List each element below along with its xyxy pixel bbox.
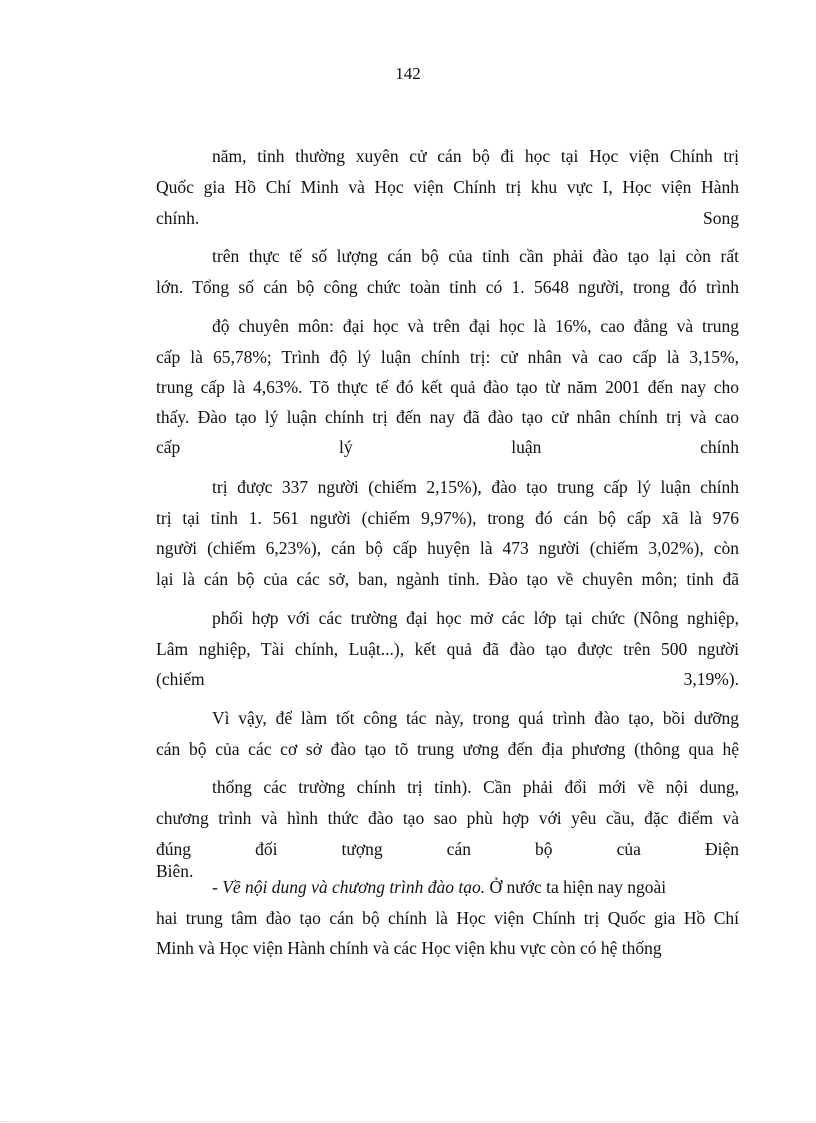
text-line: cấp là 65,78%; Trình độ lý luận chính trị: cử nhân và cao cấp là 3,15%,: [156, 347, 739, 367]
text-line: Quốc gia Hồ Chí Minh và Học viện Chính trị khu vực I, Học viện Hành: [156, 177, 739, 197]
text-line: đúng đối tượng cán bộ của Điện Biên.: [156, 839, 739, 881]
text-line: Lâm nghiệp, Tài chính, Luật...), kết quả đã đào tạo được trên 500 người: [156, 639, 739, 659]
text-line: người (chiếm 6,23%), cán bộ cấp huyện là 473 người (chiếm 3,02%), còn: [156, 538, 739, 558]
text-line-heading: [212, 876, 739, 898]
text-line: phối hợp với các trường đại học mở các lớp tại chức (Nông nghiệp,: [212, 608, 739, 628]
page-number: 142: [395, 64, 421, 83]
text-line: độ chuyên môn: đại học và trên đại học là 16%, cao đẳng và trung: [212, 316, 739, 336]
text-line: Song: [703, 208, 739, 228]
text-line: Minh và Học viện Hành chính và các Học viện khu vực còn có hệ thống: [156, 938, 662, 958]
text-line: thống các trường chính trị tỉnh). Cần phải đổi mới về nội dung,: [212, 777, 739, 797]
text-line: 3,19%).: [683, 669, 739, 689]
text-line: trên thực tế số lượng cán bộ của tỉnh cần phải đào tạo lại còn rất: [212, 246, 739, 266]
text-line: cấp lý luận chính: [156, 437, 739, 457]
dash: -: [212, 877, 223, 897]
text-line: chính.: [156, 208, 200, 228]
text-line: cán bộ của các cơ sở đào tạo tõ trung ương đến địa phương (thông qua hệ: [156, 739, 739, 759]
text-line: lại là cán bộ của các sở, ban, ngành tỉnh. Đào tạo về chuyên môn; tỉnh đã: [156, 569, 739, 589]
text-line: Vì vậy, để làm tốt công tác này, trong quá trình đào tạo, bồi dưỡng: [212, 708, 739, 728]
text-line: năm, tỉnh thường xuyên cử cán bộ đi học tại Học viện Chính trị: [212, 146, 739, 166]
page-bottom-divider: [0, 1121, 816, 1122]
text-line: lớn. Tổng số cán bộ công chức toàn tỉnh có 1. 5648 người, trong đó trình: [156, 277, 739, 297]
text-line: (chiếm: [156, 669, 205, 689]
text-line-rest: Ở nước ta hiện nay ngoài: [485, 877, 667, 897]
text-line: thấy. Đào tạo lý luận chính trị đến nay đã đào tạo cử nhân chính trị và cao: [156, 407, 739, 427]
text-line: trị tại tỉnh 1. 561 người (chiếm 9,97%), trong đó cán bộ cấp xã là 976: [156, 508, 739, 528]
italic-subheading: Về nội dung và chương trình đào tạo.: [222, 877, 486, 897]
text-line: hai trung tâm đào tạo cán bộ chính là Học viện Chính trị Quốc gia Hồ Chí: [156, 908, 739, 928]
text-line: chương trình và hình thức đào tạo sao phù hợp với yêu cầu, đặc điểm và: [156, 808, 739, 828]
text-line: trung cấp là 4,63%. Tõ thực tế đó kết quả đào tạo từ năm 2001 đến nay cho: [156, 377, 739, 397]
text-line: trị được 337 người (chiếm 2,15%), đào tạo trung cấp lý luận chính: [212, 477, 739, 497]
